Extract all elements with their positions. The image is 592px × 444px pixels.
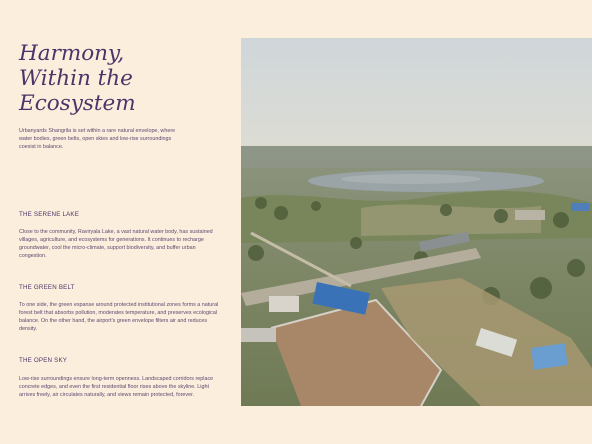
section-body-green-belt: To one side, the green expanse around protected institutional zones forms a natural forest belt that absorbs pollution, moderates temperature, and preserves ecological balance. On the other hand, the airport's green envelope filters air and reduces density. xyxy=(19,302,219,333)
section-body-serene-lake: Close to the community, Raviryala Lake, a vast natural water body, has sustained villages, agriculture, and ecosystems for generations. It continues to recharge groundwater, cool the micro-climate, support biodiversity, and buffer urban congestion. xyxy=(19,229,213,260)
sky xyxy=(241,38,592,150)
aerial-landscape-photo xyxy=(241,38,592,406)
page-title: Harmony, Within the Ecosystem xyxy=(19,41,136,116)
section-title-open-sky: THE OPEN SKY xyxy=(19,357,68,364)
section-title-serene-lake: THE SERENE LAKE xyxy=(19,211,80,218)
section-body-open-sky: Low-rise surroundings ensure long-term openness. Landscaped corridors replace concrete edges, and even the first residential floor rises above the skyline. Light arrives freely, air circulates naturally, and views remain protected, forever. xyxy=(19,376,214,399)
section-title-green-belt: THE GREEN BELT xyxy=(19,284,75,291)
intro-paragraph: Urbanyards Shangrila is set within a rare natural envelope, where water bodies, green belts, open skies and low-rise surroundings coexist in balance. xyxy=(19,128,176,151)
